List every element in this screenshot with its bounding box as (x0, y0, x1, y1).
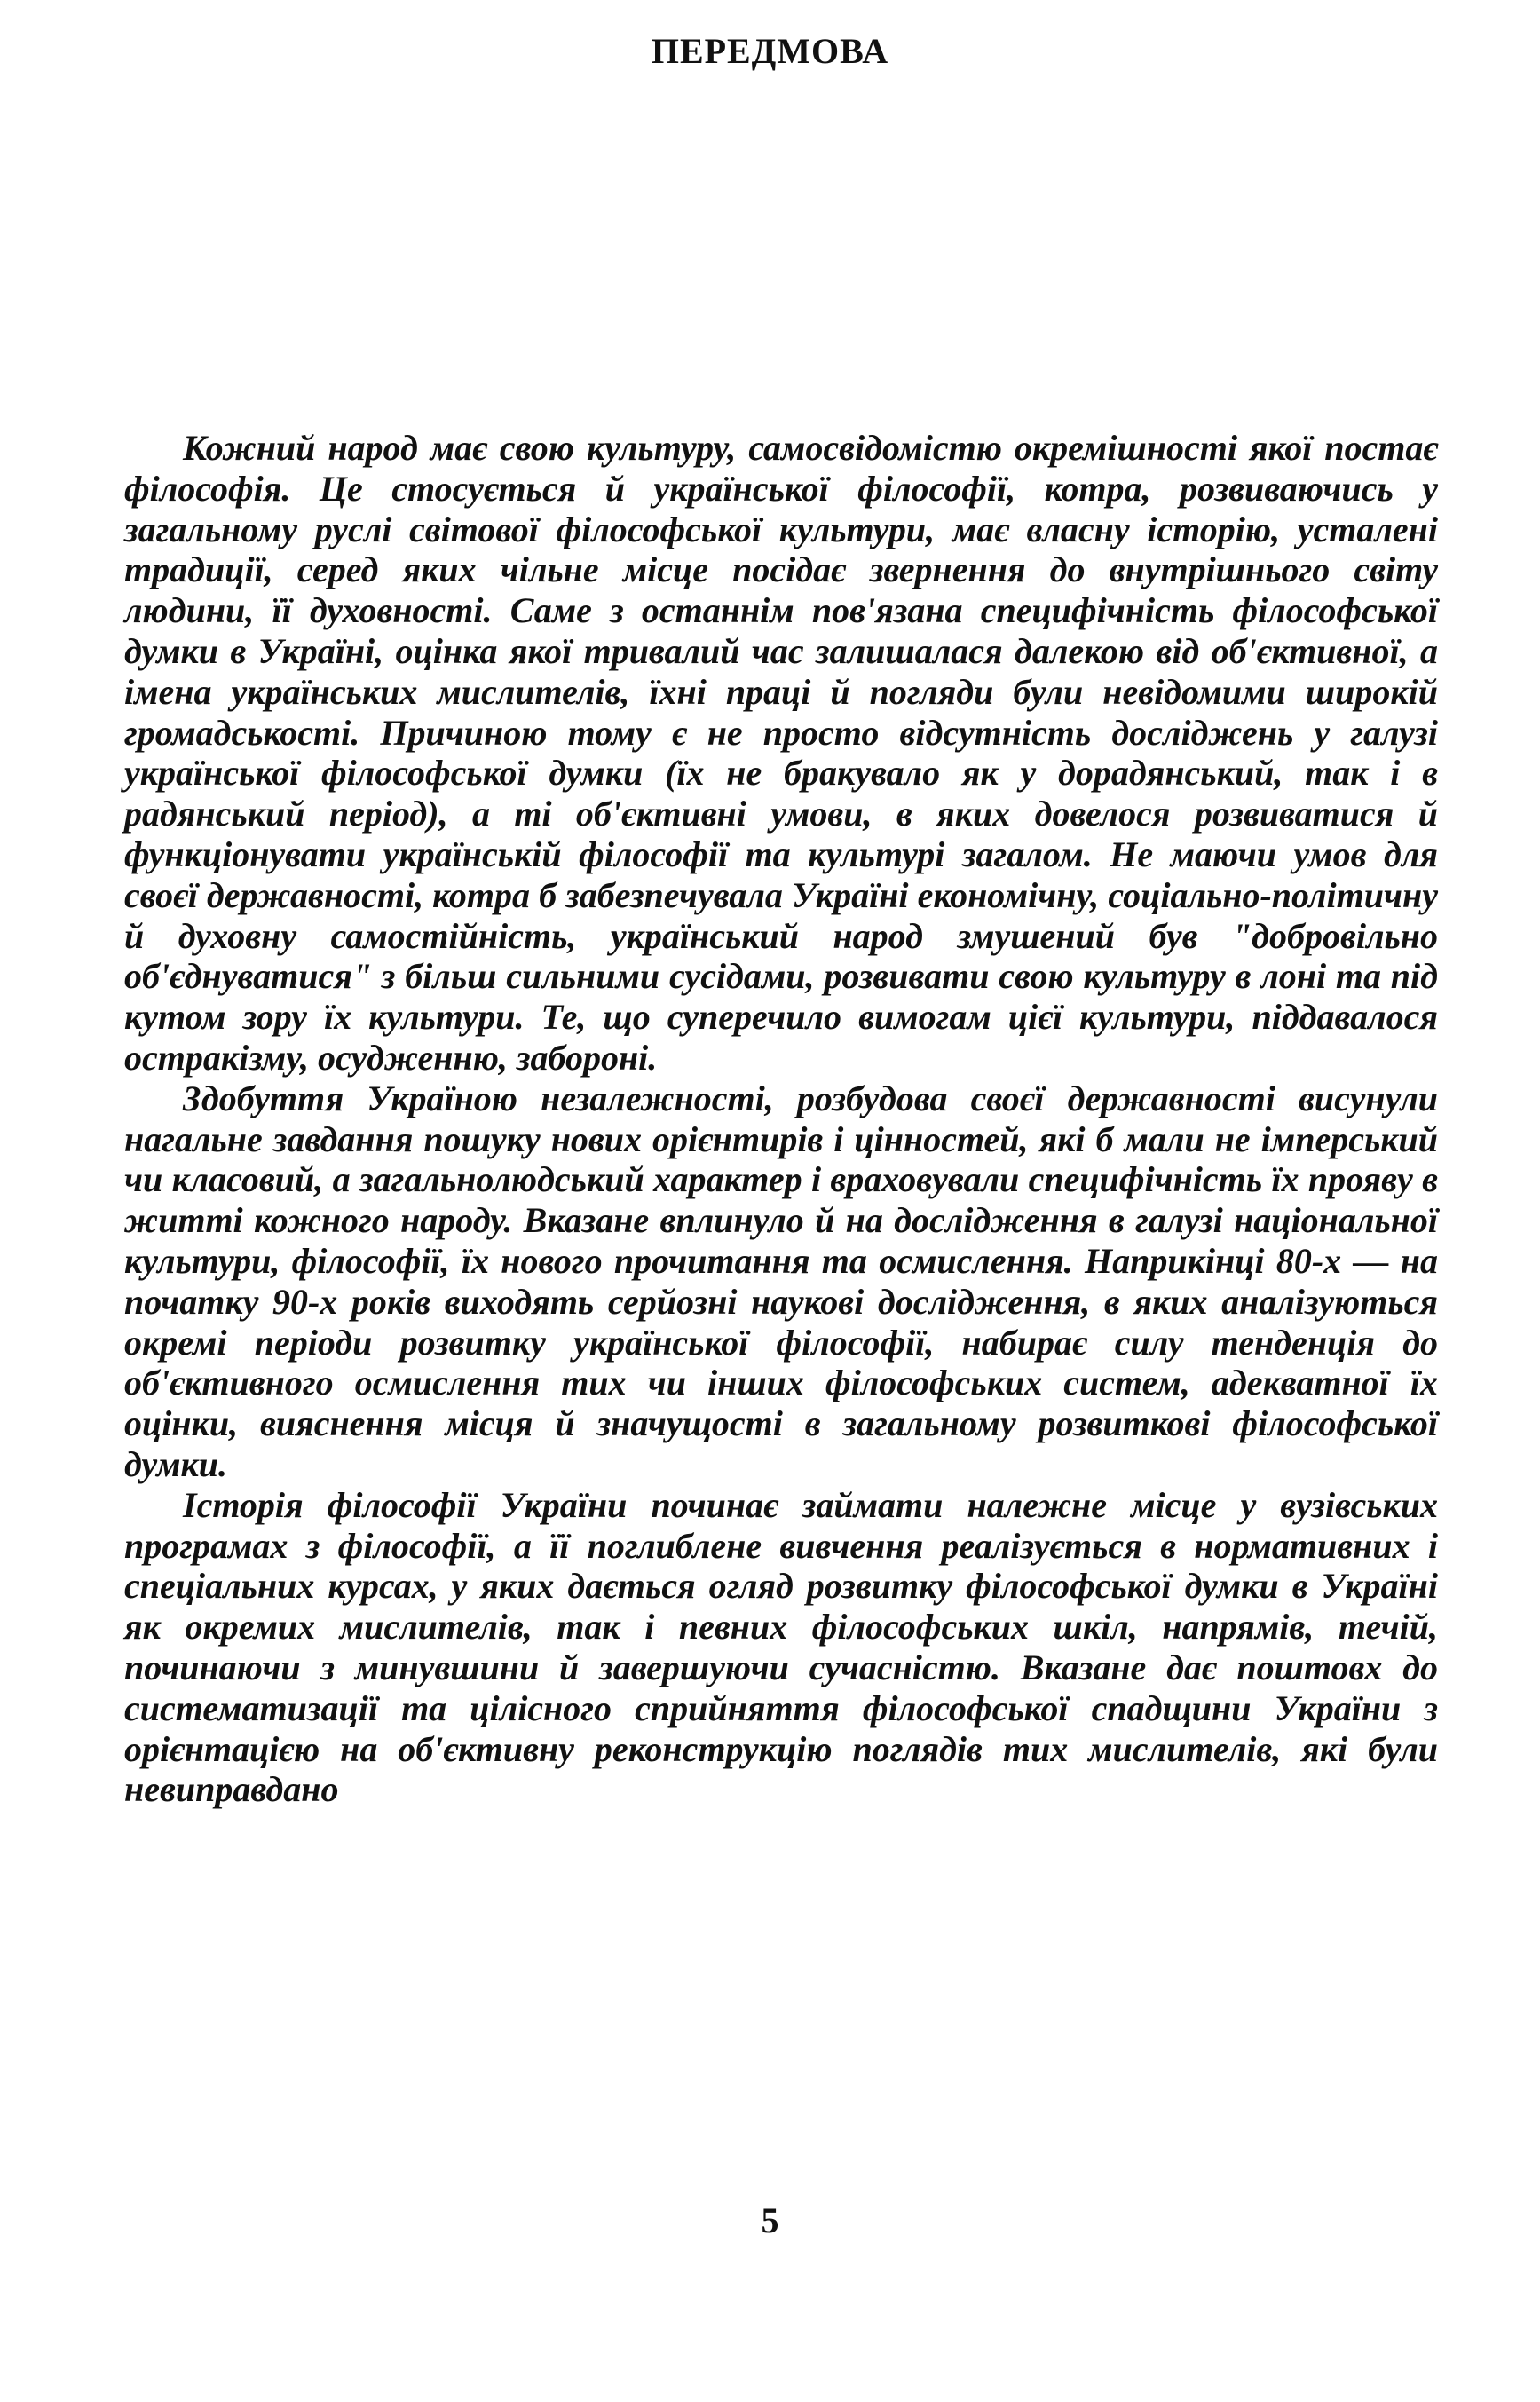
paragraph-1: Кожний народ має свою культуру, самосвідомістю окремішності якої постає філософія. Це стосується й української філософії, котра, розвиваючись у загальному руслі світової філософської культури, має власну історію, усталені традиції, серед яких чільне місце посідає звернення до внутрішнього світу людини, її духовності. Саме з останнім пов'язана специфічність філософської думки в Україні, оцінка якої тривалий час залишалася далекою від об'єктивної, а імена українських мислителів, їхні праці й погляди були невідомими широкій громадськості. Причиною тому є не просто відсутність досліджень у галузі української філософської думки (їх не бракувало як у дорадянський, так і в радянський період), а ті об'єктивні умови, в яких довелося розвиватися й функціонувати українській філософії та культурі загалом. Не маючи умов для своєї державності, котра б забезпечувала Україні економічну, соціально-політичну й духовну самостійність, український народ змушений був "добровільно об'єднуватися" з більш сильними сусідами, розвивати свою культуру в лоні та під кутом зору їх культури. Те, що суперечило вимогам цієї культури, піддавалося остракізму, осудженню, забороні. (124, 428, 1438, 1078)
paragraph-2: Здобуття Україною незалежності, розбудова своєї державності висунули нагальне завдання пошуку нових орієнтирів і цінностей, які б мали не імперський чи класовий, а загальнолюдський характер і враховували специфічність їх прояву в житті кожного народу. Вказане вплинуло й на дослідження в галузі національної культури, філософії, їх нового прочитання та осмислення. Наприкінці 80-х — на початку 90-х років виходять серйозні наукові дослідження, в яких аналізуються окремі періоди розвитку української філософії, набирає силу тенденція до об'єктивного осмислення тих чи інших філософських систем, адекватної їх оцінки, вияснення місця й значущості в загальному розвиткові філософської думки. (124, 1078, 1438, 1484)
page-number: 5 (761, 2201, 779, 2240)
page-title: ПЕРЕДМОВА (651, 31, 889, 71)
paragraph-3: Історія філософії України починає займати належне місце у вузівських програмах з філософії, а її поглиблене вивчення реалізується в нормативних і спеціальних курсах, у яких дається огляд розвитку філософської думки в Україні як окремих мислителів, так і певних філософських шкіл, напрямів, течій, починаючи з минувшини й завершуючи сучасністю. Вказане дає поштовх до систематизації та цілісного сприйняття філософської спадщини України з орієнтацією на об'єктивну реконструкцію поглядів тих мислителів, які були невиправдано (124, 1484, 1438, 1810)
body-text (124, 428, 1438, 1810)
